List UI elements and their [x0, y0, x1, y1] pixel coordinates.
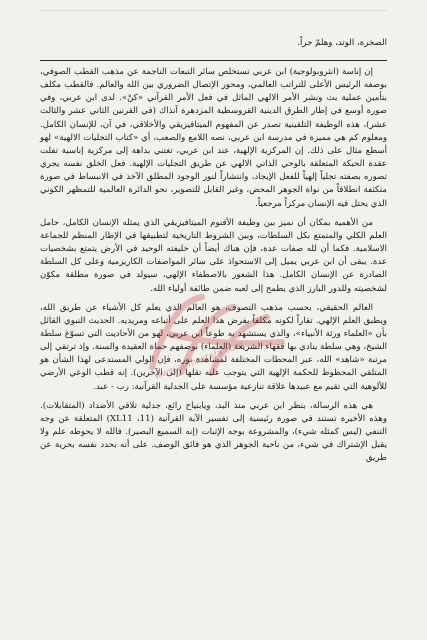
footnote-separator-line: [40, 60, 387, 61]
carryover-text: الصخرة، الوتد، وهلمّ جراً.: [297, 38, 387, 48]
paragraph: إن إناسة (انثروبولوجية) ابن عربي تستخلص سائر التبعات الناجمة عن مذهب القطب الصوفي، بوصفه الرئيس الأعلى للتراتب العالمي، ومحور الإتصال الضروري بين الله والعالم. فالقطب مكلف بتأمين عملية بث ونشر الأمر الالهي الماثل في فعل الأمر القرآني «كنْ». لدى ابن عربي، وفي صورة أوسع في إطار الطرق الدينية القروسطية المزدهرة آنذاك (في القرنين الثاني عشر والثالث عشر)، هذه الوظيفة التلقينية تصدر عن المفهوم الميتافيزيقي والأخلاقي، في آن، للإنسان الكامل. ومعلوم كم هي مميزة في مدرسة ابن عربي، نصه اللامع والصعب، أي «كتاب التجليات الالهية» لهو أسطع مثال على ذلك. إن المركزية الإلهية، عند ابن عربي، تغتني بداهة إلى مركزية إناسية تفلت عقدة الحبكة المتعلقة بالوحي الذاتي الالهي عن طريق التجليات الإلهية. فعل الخلق نفسه يجري تصوره بصفته تجلياً إلهياً للفعل الإيجاد، وانتشاراً لنور الوجود المطلق الآخذ في الانبساط في صورة متكثفة انطلاقاً من نواة الجوهر المحض، وغير القابل للتصوير، نحو الدائرة العالمية للتمظهر الكوني الذي يحتل فيه الإنسان مركزاً مرجعياً.: [40, 67, 387, 209]
watermark-url: www.al-mostafa.com: [153, 340, 246, 382]
top-edge-line: [40, 2, 387, 11]
body-text: [40, 66, 387, 472]
paragraph: العالم الحقيقي، بحسب مذهب التصوف، هو العالم الذي يعلم كل الأشياء عن طريق الله، ويطبق العلم الإلهي. تقاراً لكونه مكلفاً بفرض هذا العلم على أتباعه ومريديه. الحديث النبوي القائل بأن «العلماء ورثة الأنبياء»، والذي يستشهد به طوعاً ابن عربي، لهو من الأحاديث التي تسوّغ سلطة الشيخ، وهي سلطة ينادي بها فقهاء الشريعة (العلماء) بوصفهم حماة العقيدة والسنة. وإذ ترتقي إلى مرتبة «شاهد» الله، عبر المحطات المختلفة لمشاهدة نوره، فإن الولي المستدعى لهذا الشأن هو المتلقي المحظوظ للحكمة الإلهية التي يتوجب عليه نقلها (إلى الآخرين). إنه قطب الوعي الأرضي للألوهية التي تقيم مع عبيدها علاقة تنازعية مؤسسة على الجدلية القرآنية: رب - عبد.: [40, 302, 387, 392]
paragraph: من الأهمية بمكان أن نميز بين وظيفة الأقنوم الميتافيزيقي الذي يمثله الإنسان الكامل، حامل العلم الكلي والمتمتع بكل السلطات، وبين الشروط التاريخية لتطبيقها في الإطار المنظم للجماعة الاسلامية. فكما أن لله صفات عدة، فإن هناك أيضاً أن خليفته الوحيد في الأرض يتمتع بشخصيات عدة. يبقى أن ابن عربي يميل إلى الاستحواذ على سائر المواصفات الكاريزمية وعلى كل السلطة الصادرة عن الإنسان الكامل. هذا الشعور بالاصطفاء الإلهي، سيولد في صورة مطلقة مكوّن لشخصيته وللدور البارز الذي يطمح إلى لعبه ضمن طائفة أولياء الله.: [40, 217, 387, 294]
paragraph: هي هذه الرسالة، بنظر ابن عربي منذ البد، ويابنياح رائع، جدلية تلاقي الأضداد (المتقابلات). وهذه الأخيرة تستند في صورة رئيسية إلى تفسير الآية القرآنية (11، XL11) المتعلقة عن وجه التنفي (ليس كمثله شيء)، والمشروعة بوجه الإثبات (إنه السميع البصير). فالله لا يحوطه علم ولا يقبل الإشتراك في شيء، من ناحية الجوهر الذي هو فائق الوصف. على أنه بحدد نفسه بحرية عن طريق: [40, 400, 387, 464]
